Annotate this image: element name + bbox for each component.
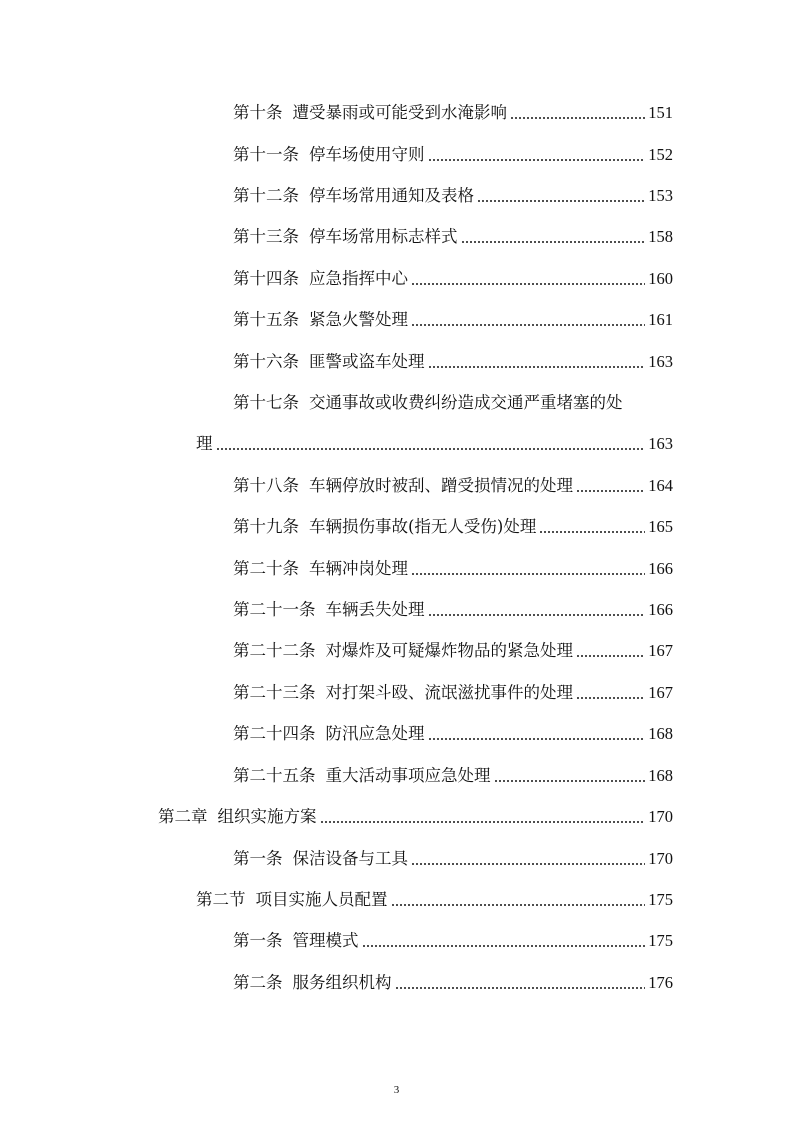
toc-entry-number: 第二十条	[233, 559, 299, 578]
toc-entry-number: 第十五条	[233, 310, 299, 329]
dot-leader	[411, 283, 645, 285]
toc-entry-number: 第十四条	[233, 269, 299, 288]
toc-entry-title: 遭受暴雨或可能受到水淹影响	[292, 103, 507, 122]
dot-leader	[411, 324, 645, 326]
toc-entry-page: 170	[648, 849, 673, 868]
dot-leader	[411, 863, 645, 865]
toc-entry-title: 保洁设备与工具	[292, 849, 408, 868]
dot-leader	[494, 780, 646, 782]
toc-entry-number: 第一条	[233, 849, 283, 868]
toc-entry-number: 第十二条	[233, 186, 299, 205]
dot-leader	[428, 159, 646, 161]
dot-leader	[576, 490, 645, 492]
toc-entry[interactable]	[233, 550, 673, 580]
toc-entry-page: 167	[648, 683, 673, 702]
toc-entry-title: 重大活动事项应急处理	[325, 766, 491, 785]
toc-entry-page: 167	[648, 641, 673, 660]
toc-entry-title: 紧急火警处理	[309, 310, 408, 329]
toc-entry[interactable]	[233, 94, 673, 124]
toc-entry-continuation[interactable]	[196, 425, 673, 455]
toc-entry-number: 第一条	[233, 931, 283, 950]
toc-entry-page: 151	[648, 103, 673, 122]
toc-entry[interactable]	[233, 922, 673, 952]
dot-leader	[395, 987, 646, 989]
toc-entry-page: 175	[648, 931, 673, 950]
toc-entry-page: 163	[648, 352, 673, 371]
toc-entry-title: 停车场常用标志样式	[309, 227, 458, 246]
toc-entry-page: 163	[648, 434, 673, 453]
toc-entry-title: 项目实施人员配置	[255, 890, 388, 909]
toc-entry-title: 组织实施方案	[217, 807, 317, 826]
toc-entry-title-continued: 理	[196, 434, 213, 453]
toc-entry[interactable]	[233, 260, 673, 290]
toc-entry-number: 第十三条	[233, 227, 299, 246]
toc-entry-page: 168	[648, 724, 673, 743]
toc-entry-title: 车辆冲岗处理	[309, 559, 408, 578]
dot-leader	[539, 531, 645, 533]
toc-entry-page: 170	[648, 807, 673, 826]
toc-entry[interactable]	[233, 218, 673, 248]
toc-entry-title: 防汛应急处理	[325, 724, 425, 743]
toc-entry-page: 165	[648, 517, 673, 536]
toc-entry[interactable]	[233, 840, 673, 870]
dot-leader	[362, 945, 646, 947]
toc-entry[interactable]	[233, 301, 673, 331]
dot-leader	[216, 448, 646, 450]
dot-leader	[428, 614, 646, 616]
toc-entry-title: 对打架斗殴、流氓滋扰事件的处理	[325, 683, 573, 702]
toc-entry-number: 第十一条	[233, 145, 299, 164]
dot-leader	[461, 241, 646, 243]
toc-entry-number: 第十九条	[233, 517, 299, 536]
toc-entry[interactable]	[233, 136, 673, 166]
toc-entry[interactable]	[233, 508, 673, 538]
toc-entry-page: 152	[648, 145, 673, 164]
toc-entry-title: 服务组织机构	[292, 973, 392, 992]
dot-leader	[320, 821, 646, 823]
toc-section[interactable]	[196, 881, 673, 911]
toc-entry-title: 停车场常用通知及表格	[309, 186, 474, 205]
toc-entry-number: 第十七条	[233, 393, 299, 412]
toc-entry-page: 164	[648, 476, 673, 495]
dot-leader	[391, 904, 646, 906]
toc-entry[interactable]	[233, 964, 673, 994]
toc-entry-page: 158	[648, 227, 673, 246]
toc-entry-number: 第二十一条	[233, 600, 316, 619]
toc-entry-number: 第二十三条	[233, 683, 316, 702]
toc-entry-page: 166	[648, 559, 673, 578]
toc-entry-number: 第二节	[196, 890, 246, 909]
toc-entry-page: 161	[648, 310, 673, 329]
toc-entry-page: 176	[648, 973, 673, 992]
page-number: 3	[393, 1084, 400, 1096]
toc-entry-number: 第十条	[233, 103, 283, 122]
toc-entry-page: 168	[648, 766, 673, 785]
toc-entry[interactable]	[233, 467, 673, 497]
toc-entry[interactable]	[233, 591, 673, 621]
toc-chapter[interactable]	[158, 798, 673, 828]
toc-entry-page: 153	[648, 186, 673, 205]
toc-entry-title: 匪警或盗车处理	[309, 352, 425, 371]
toc-entry[interactable]	[233, 177, 673, 207]
toc-entry-number: 第十六条	[233, 352, 299, 371]
toc-entry-title: 车辆停放时被刮、蹭受损情况的处理	[309, 476, 573, 495]
toc-entry-number: 第二十四条	[233, 724, 316, 743]
toc-entry-title: 车辆损伤事故(指无人受伤)处理	[309, 517, 537, 536]
dot-leader	[576, 697, 645, 699]
toc-entry-number: 第二条	[233, 973, 283, 992]
dot-leader	[576, 655, 645, 657]
dot-leader	[428, 366, 646, 368]
toc-entry-number: 第二十五条	[233, 766, 316, 785]
toc-entry-page: 175	[648, 890, 673, 909]
toc-entry-title: 对爆炸及可疑爆炸物品的紧急处理	[325, 641, 573, 660]
toc-entry[interactable]	[233, 343, 673, 373]
toc-entry[interactable]	[233, 757, 673, 787]
toc-entry[interactable]	[233, 632, 673, 662]
dot-leader	[510, 117, 645, 119]
toc-entry-number: 第十八条	[233, 476, 299, 495]
toc-entry[interactable]	[233, 674, 673, 704]
toc-entry-number: 第二十二条	[233, 641, 316, 660]
toc-entry-title: 管理模式	[292, 931, 359, 950]
dot-leader	[428, 738, 646, 740]
toc-entry-title: 停车场使用守则	[309, 145, 425, 164]
toc-entry-title: 交通事故或收费纠纷造成交通严重堵塞的处	[309, 393, 623, 412]
toc-entry-title: 车辆丢失处理	[325, 600, 425, 619]
toc-entry[interactable]	[233, 715, 673, 745]
toc-entry-page: 166	[648, 600, 673, 619]
toc-entry-page: 160	[648, 269, 673, 288]
toc-entry-title: 应急指挥中心	[309, 269, 408, 288]
toc-entry-number: 第二章	[158, 807, 208, 826]
dot-leader	[477, 200, 645, 202]
dot-leader	[411, 573, 645, 575]
toc-entry-wrapped[interactable]	[233, 384, 673, 414]
